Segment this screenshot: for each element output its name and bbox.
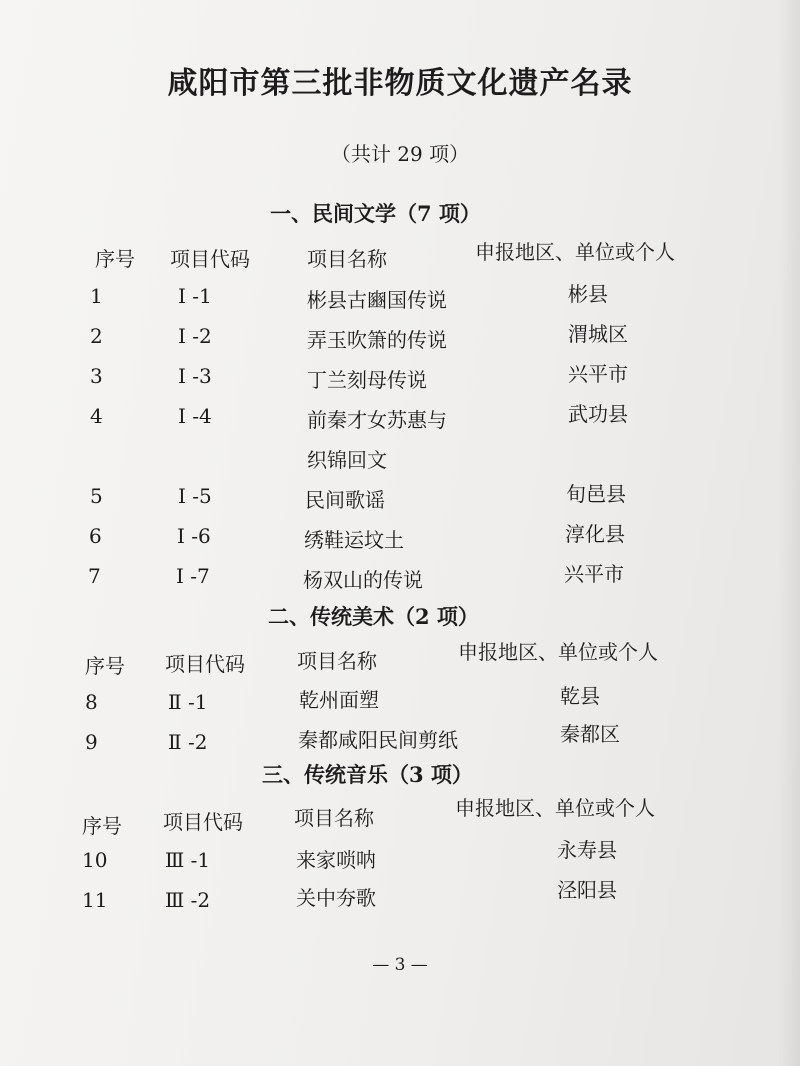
row-seq: 2 — [90, 324, 103, 348]
table-row — [0, 524, 800, 558]
header-code: 项目代码 — [165, 652, 245, 676]
row-code: Ⅰ -4 — [178, 404, 212, 428]
document-title: 咸阳市第三批非物质文化遗产名录 — [167, 66, 633, 101]
table-row — [0, 324, 800, 358]
table-row — [0, 878, 800, 922]
row-name: 弄玉吹箫的传说 — [307, 328, 447, 352]
table-row — [0, 364, 800, 398]
table-row — [0, 684, 800, 724]
row-region: 兴平市 — [568, 362, 628, 386]
row-region: 乾县 — [560, 684, 600, 708]
header-name: 项目名称 — [307, 247, 387, 271]
row-seq: 4 — [90, 404, 103, 428]
header-region: 申报地区、单位或个人 — [458, 640, 658, 664]
header-region: 申报地区、单位或个人 — [455, 796, 655, 820]
table-row — [0, 402, 800, 472]
row-name: 彬县古豳国传说 — [307, 288, 447, 312]
header-region: 申报地区、单位或个人 — [475, 240, 675, 264]
row-region: 兴平市 — [564, 562, 624, 586]
header-seq: 序号 — [85, 654, 125, 678]
row-name: 前秦才女苏惠与 — [307, 408, 447, 432]
table-row — [0, 838, 800, 882]
row-code: Ⅰ -6 — [177, 524, 211, 548]
total-count: （共计 29 项） — [330, 142, 470, 166]
row-name: 乾州面塑 — [299, 688, 379, 712]
header-seq: 序号 — [82, 814, 122, 838]
header-name: 项目名称 — [297, 649, 377, 673]
row-region: 旬邑县 — [566, 482, 626, 506]
table-row — [0, 484, 800, 518]
row-seq: 11 — [82, 888, 108, 912]
header-code: 项目代码 — [170, 247, 250, 271]
header-code: 项目代码 — [163, 810, 243, 834]
row-code: Ⅲ -2 — [165, 888, 211, 912]
row-code: Ⅰ -3 — [178, 364, 212, 388]
row-seq: 9 — [85, 730, 98, 754]
row-region: 秦都区 — [560, 722, 620, 746]
row-code: Ⅱ -2 — [168, 730, 208, 754]
row-name: 杨双山的传说 — [303, 568, 423, 592]
row-code: Ⅲ -1 — [165, 848, 211, 872]
header-seq: 序号 — [95, 247, 135, 271]
table-row — [0, 284, 800, 318]
row-seq: 7 — [88, 564, 101, 588]
row-seq: 1 — [90, 284, 103, 308]
section-title: 三、传统音乐（3 项） — [262, 762, 473, 787]
row-region: 淳化县 — [565, 522, 625, 546]
page-number: — 3 — — [372, 955, 428, 975]
row-region: 永寿县 — [557, 838, 617, 862]
header-name: 项目名称 — [294, 806, 374, 830]
row-seq: 8 — [85, 690, 98, 714]
row-name: 民间歌谣 — [305, 488, 385, 512]
table-row — [0, 564, 800, 598]
row-name-continued: 织锦回文 — [307, 448, 387, 472]
row-seq: 5 — [90, 484, 103, 508]
section-title: 一、民间文学（7 项） — [270, 201, 481, 226]
row-region: 渭城区 — [568, 322, 628, 346]
row-name: 秦都咸阳民间剪纸 — [298, 728, 458, 752]
section-title: 二、传统美术（2 项） — [268, 604, 479, 629]
row-code: Ⅱ -1 — [168, 690, 208, 714]
row-region: 泾阳县 — [557, 878, 617, 902]
row-seq: 6 — [89, 524, 102, 548]
row-code: Ⅰ -1 — [178, 284, 212, 308]
row-name: 丁兰刻母传说 — [307, 368, 427, 392]
row-code: Ⅰ -2 — [178, 324, 212, 348]
row-name: 绣鞋运坟土 — [304, 528, 404, 552]
row-code: Ⅰ -5 — [178, 484, 212, 508]
row-name: 关中夯歌 — [296, 886, 376, 910]
row-region: 武功县 — [568, 402, 628, 426]
row-name: 来家唢呐 — [296, 848, 376, 872]
row-seq: 10 — [82, 848, 108, 872]
row-seq: 3 — [90, 364, 103, 388]
row-code: Ⅰ -7 — [176, 564, 210, 588]
row-region: 彬县 — [568, 282, 608, 306]
